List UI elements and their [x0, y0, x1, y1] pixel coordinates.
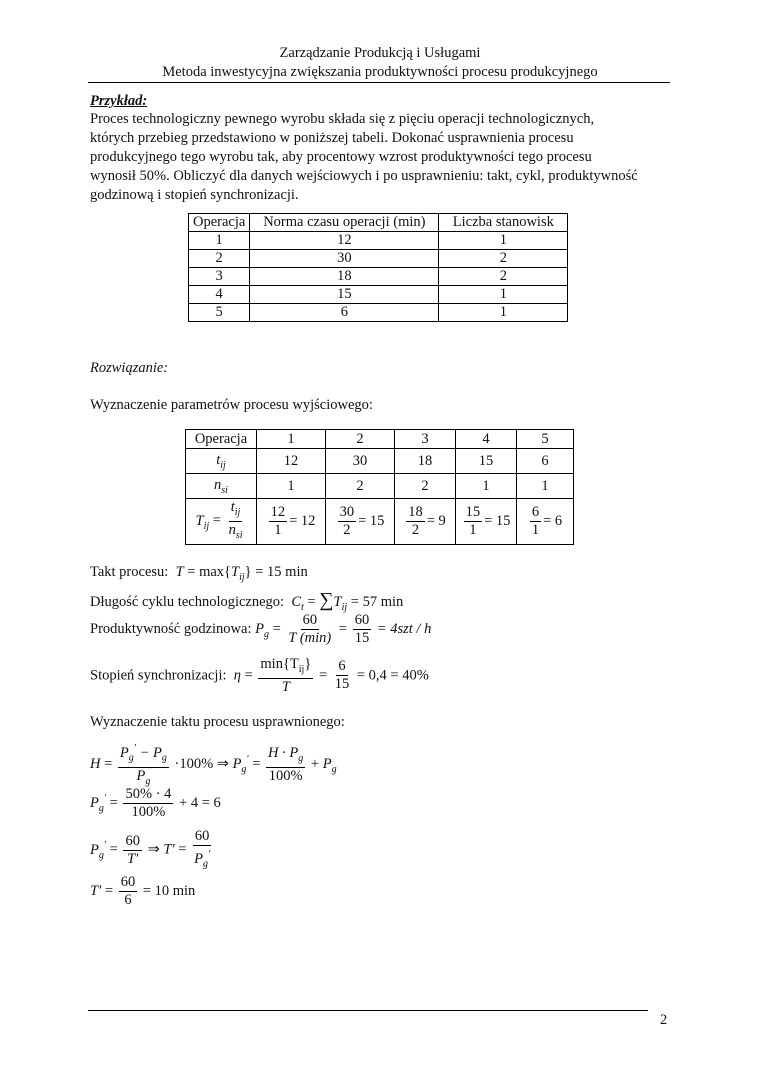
- example-text: [90, 110, 680, 205]
- cycle-label: Długość cyklu technologicznego:: [90, 594, 285, 610]
- table-cell: $\frac{12}{1}$ = 12: [257, 499, 326, 545]
- table-header: Operacja: [186, 430, 257, 449]
- productivity-label: Produktywność godzinowa:: [90, 620, 252, 637]
- table-cell: 6: [250, 304, 439, 322]
- table-row: [189, 268, 568, 286]
- header-rule: [88, 82, 670, 83]
- table-cell: 5: [189, 304, 250, 322]
- sync-result: = 0,4 = 40%: [356, 667, 429, 684]
- table-row: [189, 304, 568, 322]
- cycle-formula: Długość cyklu technologicznego: $C_t = \sum T_{ij} = 57$ min: [90, 589, 404, 613]
- example-line: wynosił 50%. Obliczyć dla danych wejściowych i po usprawnieniu: takt, cykl, produktywność: [90, 168, 638, 184]
- table-row: [189, 232, 568, 250]
- header-title: Zarządzanie Produkcją i Usługami: [279, 45, 481, 61]
- example-line: których przebieg przedstawiono w poniższej tabeli. Dokonać usprawnienia procesu: [90, 130, 574, 146]
- example-line: godzinową i stopień synchronizacji.: [90, 187, 299, 203]
- table-cell: 1: [439, 304, 568, 322]
- table-cell: 1: [257, 474, 326, 499]
- table-cell: 2: [439, 268, 568, 286]
- table-cell: $\frac{15}{1}$ = 15: [456, 499, 517, 545]
- table-cell: 3: [189, 268, 250, 286]
- takt-label: Takt procesu:: [90, 564, 169, 580]
- table-header: 5: [517, 430, 574, 449]
- table-cell: $\frac{18}{2}$ = 9: [395, 499, 456, 545]
- page-number: 2: [660, 1012, 668, 1028]
- table-header: Liczba stanowisk: [439, 214, 568, 232]
- table-row: [189, 250, 568, 268]
- new-takt-formula: T′ = $\frac{60}{6}$ = 10 min: [90, 874, 196, 908]
- productivity-result: = 4szt / h: [376, 620, 432, 637]
- table-cell: 30: [250, 250, 439, 268]
- table-row: [186, 430, 574, 449]
- table-header: 4: [456, 430, 517, 449]
- table-row: [186, 449, 574, 474]
- example-title: Przykład:: [90, 93, 148, 109]
- h-formula: H = $\frac{P_g' - P_g}{P_g}$ ·100% ⇒ $P_g'$ = $\frac{H \cdot P_g}{100\%}$ + $P_g$: [90, 740, 337, 790]
- table-cell: 12: [257, 449, 326, 474]
- table-cell: 6: [517, 449, 574, 474]
- header-subtitle: Metoda inwestycyjna zwiększania produktywności procesu produkcyjnego: [162, 64, 598, 80]
- t-symbol: $t_{ij}$: [186, 449, 257, 474]
- table-cell: $\frac{30}{2}$ = 15: [326, 499, 395, 545]
- pg-takt-formula: $P_g'$ = $\frac{60}{T'}$ ⇒ T′ = $\frac{60}{P_g'}$: [90, 828, 211, 870]
- sync-formula: Stopień synchronizacji: η = $\frac{\min\{T_{ij}\}}{T}$ = $\frac{6}{15}$ = 0,4 = 40%: [90, 656, 429, 695]
- table-cell: 4: [189, 286, 250, 304]
- n-symbol: $n_{si}$: [186, 474, 257, 499]
- table-cell: 18: [395, 449, 456, 474]
- table-cell: 12: [250, 232, 439, 250]
- table-cell: 1: [439, 286, 568, 304]
- parameters-table: [185, 429, 574, 545]
- pg-calc-formula: $P_g'$ = $\frac{50\% \cdot 4}{100\%}$ + 4 = 6: [90, 786, 221, 820]
- table-cell: 15: [250, 286, 439, 304]
- table-cell: 30: [326, 449, 395, 474]
- table-cell: 2: [326, 474, 395, 499]
- cycle-result: = 57 min: [350, 594, 404, 610]
- table-header: 2: [326, 430, 395, 449]
- table-cell: 1: [439, 232, 568, 250]
- table-cell: 2: [439, 250, 568, 268]
- improved-heading: Wyznaczenie taktu procesu usprawnionego:: [90, 714, 345, 730]
- table-row: [189, 286, 568, 304]
- table-header: 3: [395, 430, 456, 449]
- takt-formula: Takt procesu: $T = \max\{T_{ij}\} = 15$ min: [90, 564, 308, 583]
- takt-result: = 15 min: [255, 564, 308, 580]
- table-cell: 15: [456, 449, 517, 474]
- operations-table: [188, 213, 568, 322]
- table-header: Norma czasu operacji (min): [250, 214, 439, 232]
- table-cell: 1: [456, 474, 517, 499]
- table-cell: 18: [250, 268, 439, 286]
- initial-heading: Wyznaczenie parametrów procesu wyjściowego:: [90, 397, 373, 413]
- footer-rule: [88, 1010, 648, 1011]
- example-line: produkcyjnego tego wyrobu tak, aby procentowy wzrost produktywności tego procesu: [90, 149, 592, 165]
- table-cell: 2: [189, 250, 250, 268]
- T-formula: $T_{ij}$ = $\frac{t_{ij}}{n_{si}}$: [186, 499, 257, 545]
- solution-title: Rozwiązanie:: [90, 360, 169, 376]
- table-header: Operacja: [189, 214, 250, 232]
- productivity-formula: Produktywność godzinowa: $P_g$ = $\frac{60}{T (\min)}$ = $\frac{60}{15}$ = 4szt / h: [90, 612, 432, 646]
- table-cell: $\frac{6}{1}$ = 6: [517, 499, 574, 545]
- table-cell: 2: [395, 474, 456, 499]
- example-line: Proces technologiczny pewnego wyrobu składa się z pięciu operacji technologicznych,: [90, 111, 595, 127]
- sync-label: Stopień synchronizacji:: [90, 667, 227, 684]
- table-row: [186, 474, 574, 499]
- table-row: [186, 499, 574, 545]
- table-cell: 1: [517, 474, 574, 499]
- table-header: 1: [257, 430, 326, 449]
- table-cell: 1: [189, 232, 250, 250]
